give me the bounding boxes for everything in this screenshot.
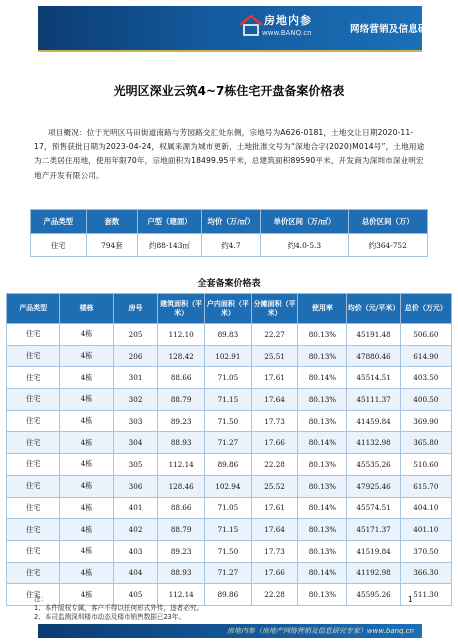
table-cell: 80.13% (298, 454, 347, 476)
summary-cell: 约364-752 (348, 234, 427, 257)
summary-header-cell: 户型（建面） (138, 210, 202, 234)
table-cell: 80.14% (298, 432, 347, 454)
table-cell: 102.91 (205, 345, 252, 367)
table-row (7, 345, 452, 367)
table-cell: 403 (113, 540, 158, 562)
table-cell: 305 (113, 454, 158, 476)
table-cell: 510.60 (400, 454, 451, 476)
table-cell: 17.73 (251, 540, 298, 562)
page-number: 1 (408, 595, 413, 604)
table-cell: 4栋 (60, 367, 113, 389)
summary-row (31, 234, 428, 257)
table-cell: 102.94 (205, 475, 252, 497)
table-cell: 45191.48 (347, 324, 400, 346)
table-cell: 25.52 (251, 475, 298, 497)
table-cell: 4栋 (60, 389, 113, 411)
table-cell: 506.60 (400, 324, 451, 346)
table-cell: 住宅 (7, 562, 60, 584)
table-cell: 400.50 (400, 389, 451, 411)
table-cell: 80.14% (298, 367, 347, 389)
table-cell: 71.05 (205, 497, 252, 519)
footer-bar: 房地内参（房地产网络营销及信息研究专家）www.banq.cn (38, 624, 422, 638)
summary-header-cell: 产品类型 (31, 210, 87, 234)
footnote (34, 595, 424, 622)
brand-logo (238, 11, 350, 43)
table-cell: 41132.98 (347, 432, 400, 454)
summary-cell: 794套 (86, 234, 138, 257)
table-cell: 4栋 (60, 562, 113, 584)
table-cell: 4栋 (60, 497, 113, 519)
table-cell: 22.27 (251, 324, 298, 346)
unit-header-cell: 产品类型 (7, 294, 60, 324)
unit-table-body (7, 324, 452, 606)
table-row (7, 497, 452, 519)
table-cell: 88.66 (158, 367, 205, 389)
table-cell: 17.64 (251, 519, 298, 541)
table-row (7, 475, 452, 497)
summary-header-cell: 套数 (86, 210, 138, 234)
table-cell: 205 (113, 324, 158, 346)
page-title: 光明区深业云筑4~7栋住宅开盘备案价格表 (113, 84, 345, 98)
table-cell: 89.83 (205, 324, 252, 346)
table-cell: 4栋 (60, 584, 113, 606)
table-cell: 17.66 (251, 562, 298, 584)
footnote-label: 注： (34, 595, 48, 603)
table-cell: 365.80 (400, 432, 451, 454)
table-cell: 301 (113, 367, 158, 389)
table-cell: 511.30 (400, 584, 451, 606)
summary-cell: 约88-143㎡ (138, 234, 202, 257)
table-cell: 80.13% (298, 519, 347, 541)
table-cell: 住宅 (7, 345, 60, 367)
table-cell: 80.13% (298, 584, 347, 606)
summary-header-cell: 均价（万/㎡） (201, 210, 261, 234)
table-cell: 80.13% (298, 475, 347, 497)
table-cell: 45171.37 (347, 519, 400, 541)
table-cell: 401.10 (400, 519, 451, 541)
table-cell: 302 (113, 389, 158, 411)
table-row (7, 454, 452, 476)
table-row (7, 410, 452, 432)
table-cell: 403.50 (400, 367, 451, 389)
table-cell: 80.13% (298, 540, 347, 562)
table-cell: 住宅 (7, 475, 60, 497)
table-cell: 88.93 (158, 432, 205, 454)
table-cell: 401 (113, 497, 158, 519)
table-cell: 80.13% (298, 389, 347, 411)
table-cell: 住宅 (7, 324, 60, 346)
summary-header-row (31, 210, 428, 234)
table-cell: 住宅 (7, 497, 60, 519)
table-cell: 住宅 (7, 540, 60, 562)
table-cell: 89.23 (158, 410, 205, 432)
table-cell: 4栋 (60, 432, 113, 454)
table-cell: 4栋 (60, 475, 113, 497)
unit-price-table (6, 293, 452, 606)
table-cell: 71.50 (205, 540, 252, 562)
table-cell: 47925.46 (347, 475, 400, 497)
table-cell: 112.10 (158, 324, 205, 346)
unit-header-cell: 房号 (113, 294, 158, 324)
table-cell: 88.66 (158, 497, 205, 519)
table-cell: 366.30 (400, 562, 451, 584)
summary-header-cell: 总价区间（万） (348, 210, 427, 234)
logo-name: 房地内参 (264, 14, 312, 27)
summary-cell: 住宅 (31, 234, 87, 257)
table-row (7, 432, 452, 454)
table-cell: 住宅 (7, 454, 60, 476)
table-cell: 17.61 (251, 367, 298, 389)
table-cell: 71.05 (205, 367, 252, 389)
table-cell: 25.51 (251, 345, 298, 367)
unit-header-cell: 楼栋 (60, 294, 113, 324)
table-cell: 306 (113, 475, 158, 497)
table-cell: 112.14 (158, 454, 205, 476)
table-cell: 17.73 (251, 410, 298, 432)
table-cell: 4栋 (60, 454, 113, 476)
table-row (7, 540, 452, 562)
table-cell: 71.50 (205, 410, 252, 432)
project-overview: 项目概况：位于光明区马田街道南路与芳园路交汇处东侧，宗地号为A626-0181，土地交让日期2020-11-17，预售获批日期为2023-04-24，权属来源为城市更新，土地批准文号为“深地合字(2020)M014号”，土地用途为二类居住用地，使用年限70年，宗地面积为18499.95平米，总建筑面积89590平米，开发商为深圳市深业明宏地产开发有限公司。 (34, 128, 425, 180)
table-cell: 89.86 (205, 584, 252, 606)
table-cell: 369.90 (400, 410, 451, 432)
summary-header-cell: 单价区间（万/㎡） (261, 210, 348, 234)
table-cell: 住宅 (7, 432, 60, 454)
summary-cell: 约4.0-5.3 (261, 234, 348, 257)
table-cell: 4栋 (60, 345, 113, 367)
table-cell: 88.93 (158, 562, 205, 584)
table-cell: 80.13% (298, 324, 347, 346)
house-icon (238, 13, 264, 37)
table-cell: 4栋 (60, 540, 113, 562)
table-cell: 住宅 (7, 519, 60, 541)
table-cell: 71.15 (205, 519, 252, 541)
table-row (7, 519, 452, 541)
table-cell: 404 (113, 562, 158, 584)
table-cell: 80.14% (298, 562, 347, 584)
table-cell: 112.14 (158, 584, 205, 606)
table-cell: 89.23 (158, 540, 205, 562)
table-cell: 17.64 (251, 389, 298, 411)
table-cell: 206 (113, 345, 158, 367)
table-cell: 17.66 (251, 432, 298, 454)
table-cell: 45574.51 (347, 497, 400, 519)
table-cell: 4栋 (60, 324, 113, 346)
unit-header-cell: 建筑面积（平米） (158, 294, 205, 324)
table-cell: 41459.84 (347, 410, 400, 432)
table-row (7, 324, 452, 346)
unit-header-row (7, 294, 452, 324)
table-cell: 住宅 (7, 367, 60, 389)
table-cell: 80.13% (298, 345, 347, 367)
table-cell: 住宅 (7, 389, 60, 411)
table-cell: 128.46 (158, 475, 205, 497)
unit-header-cell: 使用率 (298, 294, 347, 324)
header-banner (38, 6, 457, 52)
table-cell: 45514.51 (347, 367, 400, 389)
table-cell: 45535.26 (347, 454, 400, 476)
table-cell: 405 (113, 584, 158, 606)
table-cell: 304 (113, 432, 158, 454)
table-cell: 71.27 (205, 562, 252, 584)
table-cell: 80.13% (298, 410, 347, 432)
table-cell: 71.27 (205, 432, 252, 454)
unit-header-cell: 分摊面积（平米） (251, 294, 298, 324)
table-row (7, 367, 452, 389)
unit-header-cell: 总价（万元） (400, 294, 451, 324)
summary-table (30, 209, 428, 257)
table-cell: 370.50 (400, 540, 451, 562)
table-row (7, 389, 452, 411)
table-cell: 41519.84 (347, 540, 400, 562)
table-cell: 303 (113, 410, 158, 432)
table-cell: 22.28 (251, 454, 298, 476)
table-cell: 22.28 (251, 584, 298, 606)
table-cell: 47880.46 (347, 345, 400, 367)
table-cell: 住宅 (7, 584, 60, 606)
table-cell: 88.79 (158, 519, 205, 541)
table-cell: 88.79 (158, 389, 205, 411)
table-cell: 615.70 (400, 475, 451, 497)
table-cell: 4栋 (60, 519, 113, 541)
summary-cell: 约4.7 (201, 234, 261, 257)
table-row (7, 562, 452, 584)
unit-header-cell: 均价（元/平米） (347, 294, 400, 324)
table-cell: 71.15 (205, 389, 252, 411)
table-cell: 45111.37 (347, 389, 400, 411)
table-cell: 128.42 (158, 345, 205, 367)
table-cell: 17.61 (251, 497, 298, 519)
table-cell: 4栋 (60, 410, 113, 432)
footnote-line: 1、本件版权专属，客户不得以任何形式外传，违者必究。 (34, 604, 204, 612)
table-cell: 80.14% (298, 497, 347, 519)
table-cell: 89.86 (205, 454, 252, 476)
banner-slogan: 网络营销及信息研究专家 (350, 24, 457, 35)
table-cell: 614.90 (400, 345, 451, 367)
unit-list-caption: 全套备案价格表 (197, 279, 261, 289)
table-cell: 45595.26 (347, 584, 400, 606)
logo-url: www.BANQ.cn (262, 29, 312, 37)
table-cell: 402 (113, 519, 158, 541)
table-cell: 41192.98 (347, 562, 400, 584)
footnote-line: 2、本司监测深圳楼市动态及楼市销售数据已23年。 (34, 613, 186, 621)
unit-header-cell: 户内面积（平米） (205, 294, 252, 324)
table-cell: 404.10 (400, 497, 451, 519)
table-cell: 住宅 (7, 410, 60, 432)
